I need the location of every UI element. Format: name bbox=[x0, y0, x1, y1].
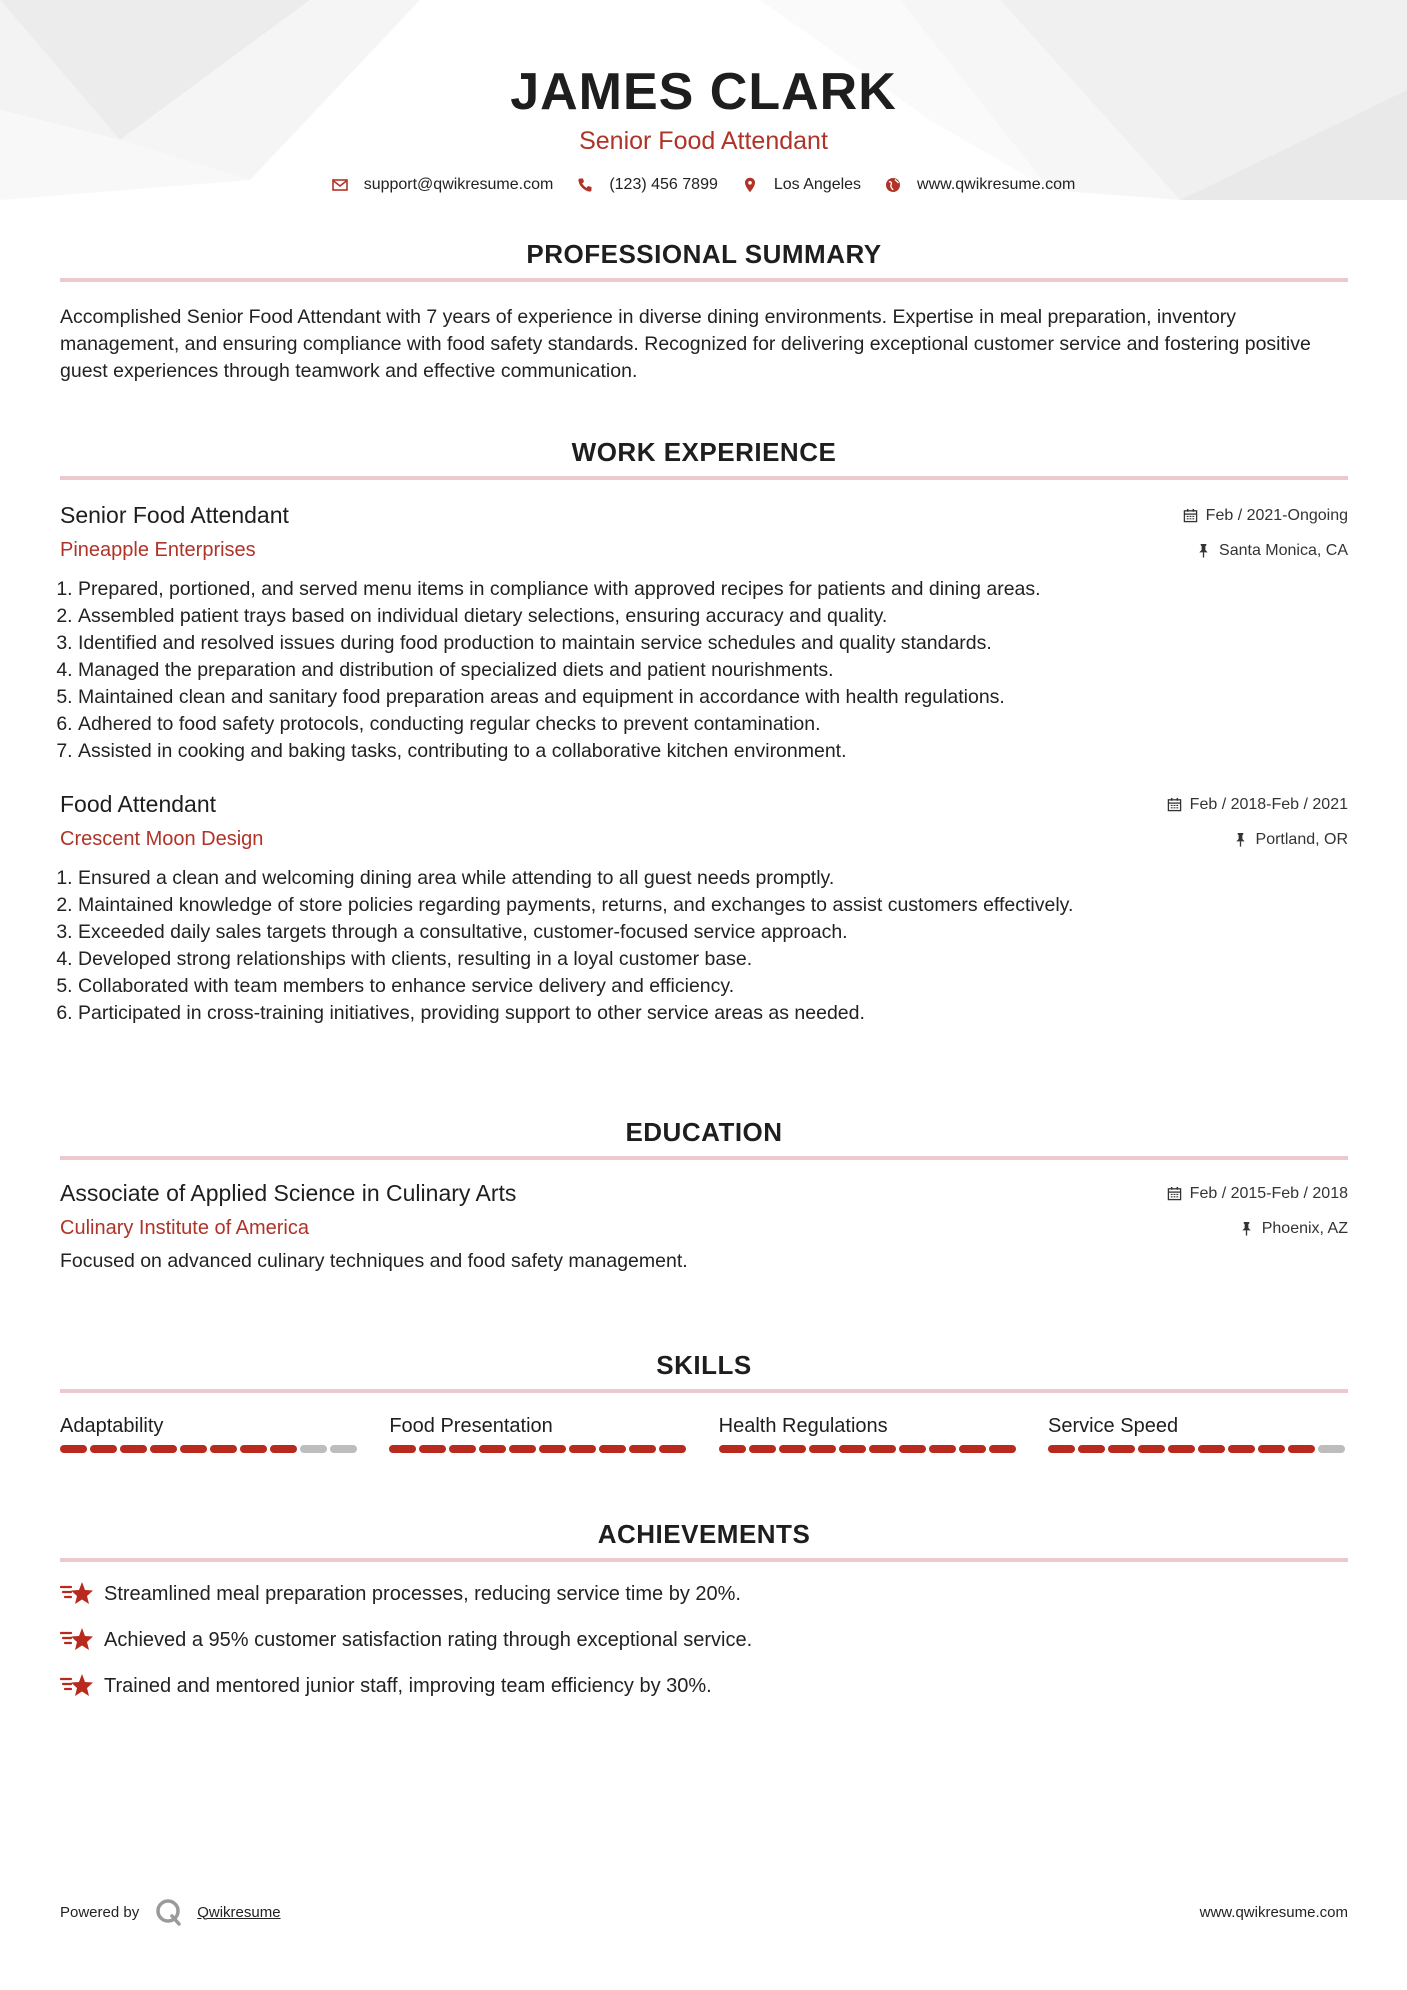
skill-level-segment-filled bbox=[120, 1445, 147, 1453]
skill-level-segment-filled bbox=[749, 1445, 776, 1453]
job-entry bbox=[60, 502, 1348, 765]
skill-item bbox=[389, 1413, 689, 1453]
job-dates-text: Feb / 2018-Feb / 2021 bbox=[1189, 795, 1348, 813]
job-location-text: Portland, OR bbox=[1255, 830, 1348, 848]
job-entry bbox=[60, 791, 1348, 1027]
list-item: 5. Maintained clean and sanitary food preparation areas and equipment in accordance with health regulations. bbox=[78, 684, 1348, 711]
achievements-heading: ACHIEVEMENTS bbox=[597, 1519, 811, 1549]
skill-level-segment-filled bbox=[180, 1445, 207, 1453]
section-divider bbox=[60, 1558, 1348, 1562]
skill-level-segment-filled bbox=[1168, 1445, 1195, 1453]
skill-name: Health Regulations bbox=[718, 1415, 888, 1437]
skill-level-segment-filled bbox=[509, 1445, 536, 1453]
pushpin-icon bbox=[1239, 1221, 1254, 1236]
skill-level-segment-empty bbox=[300, 1445, 327, 1453]
education-entry bbox=[60, 1180, 1348, 1273]
skill-level-segment-filled bbox=[479, 1445, 506, 1453]
list-item: 6. Adhered to food safety protocols, conducting regular checks to prevent contamination. bbox=[78, 711, 1348, 738]
work-experience-heading: WORK EXPERIENCE bbox=[571, 437, 837, 467]
skill-rating bbox=[719, 1445, 1019, 1453]
contact-bar bbox=[0, 176, 1407, 194]
job-responsibilities bbox=[60, 576, 1348, 765]
skill-level-segment-filled bbox=[270, 1445, 297, 1453]
job-responsibilities bbox=[60, 865, 1348, 1027]
achievement-item bbox=[60, 1672, 1348, 1700]
shooting-star-icon bbox=[60, 1580, 94, 1608]
education-heading: EDUCATION bbox=[625, 1117, 783, 1147]
contact-location bbox=[742, 176, 861, 194]
section-summary bbox=[60, 238, 1348, 385]
skill-level-segment-filled bbox=[539, 1445, 566, 1453]
skill-level-segment-filled bbox=[1288, 1445, 1315, 1453]
job-dates-text: Feb / 2021-Ongoing bbox=[1205, 506, 1348, 524]
pushpin-icon bbox=[1233, 832, 1248, 847]
skill-level-segment-filled bbox=[929, 1445, 956, 1453]
skill-level-segment-filled bbox=[599, 1445, 626, 1453]
education-location-text: Phoenix, AZ bbox=[1261, 1219, 1348, 1237]
skill-level-segment-empty bbox=[1318, 1445, 1345, 1453]
calendar-icon bbox=[1167, 1186, 1182, 1201]
skill-level-segment-filled bbox=[779, 1445, 806, 1453]
qwikresume-logo-icon bbox=[155, 1898, 183, 1926]
candidate-name: JAMES CLARK bbox=[510, 63, 897, 121]
skill-level-segment-empty bbox=[330, 1445, 357, 1453]
skill-rating bbox=[1048, 1445, 1348, 1453]
section-divider bbox=[60, 476, 1348, 480]
contact-email[interactable] bbox=[332, 176, 554, 194]
list-item: 6. Participated in cross-training initiatives, providing support to other service areas as needed. bbox=[78, 1000, 1348, 1027]
contact-phone[interactable] bbox=[577, 176, 718, 194]
footer-website[interactable]: www.qwikresume.com bbox=[1199, 1903, 1348, 1921]
job-location-text: Santa Monica, CA bbox=[1219, 541, 1348, 559]
list-item: 4. Managed the preparation and distribution of specialized diets and patient nourishments. bbox=[78, 657, 1348, 684]
skill-rating bbox=[60, 1445, 360, 1453]
summary-text: Accomplished Senior Food Attendant with 7 years of experience in diverse dining environments. Expertise in meal preparation, inventory management, and ensuring compliance with food safety standards. Recognized for delivering exceptional customer service and fostering positive guest experiences through teamwork and effective communication. bbox=[60, 306, 1311, 382]
page-footer bbox=[60, 1898, 1348, 1926]
education-location bbox=[1239, 1220, 1348, 1238]
list-item: 1. Prepared, portioned, and served menu items in compliance with approved recipes for patients and dining areas. bbox=[78, 576, 1348, 603]
skill-level-segment-filled bbox=[1048, 1445, 1075, 1453]
job-location bbox=[1233, 831, 1348, 849]
achievement-item bbox=[60, 1580, 1348, 1608]
skill-level-segment-filled bbox=[719, 1445, 746, 1453]
candidate-title: Senior Food Attendant bbox=[579, 127, 828, 155]
skill-level-segment-filled bbox=[1198, 1445, 1225, 1453]
school-name: Culinary Institute of America bbox=[60, 1217, 309, 1239]
skill-level-segment-filled bbox=[959, 1445, 986, 1453]
list-item: 2. Maintained knowledge of store policies regarding payments, returns, and exchanges to assist customers effectively. bbox=[78, 892, 1348, 919]
skill-level-segment-filled bbox=[809, 1445, 836, 1453]
achievement-item bbox=[60, 1626, 1348, 1654]
achievement-text: Streamlined meal preparation processes, reducing service time by 20%. bbox=[104, 1582, 741, 1605]
job-dates bbox=[1183, 507, 1348, 525]
skill-name: Adaptability bbox=[60, 1415, 164, 1437]
list-item: 5. Collaborated with team members to enhance service delivery and efficiency. bbox=[78, 973, 1348, 1000]
skill-level-segment-filled bbox=[1258, 1445, 1285, 1453]
skills-heading: SKILLS bbox=[656, 1350, 752, 1380]
achievement-text: Trained and mentored junior staff, improving team efficiency by 30%. bbox=[104, 1674, 712, 1697]
skill-level-segment-filled bbox=[659, 1445, 686, 1453]
skill-item bbox=[719, 1413, 1019, 1453]
resume-header bbox=[0, 0, 1407, 194]
envelope-icon bbox=[332, 177, 348, 193]
summary-heading: PROFESSIONAL SUMMARY bbox=[526, 239, 882, 269]
section-work-experience bbox=[60, 436, 1348, 1027]
shooting-star-icon bbox=[60, 1672, 94, 1700]
shooting-star-icon bbox=[60, 1626, 94, 1654]
section-education bbox=[60, 1116, 1348, 1273]
job-dates bbox=[1167, 796, 1348, 814]
company-name: Crescent Moon Design bbox=[60, 828, 264, 850]
skill-level-segment-filled bbox=[1138, 1445, 1165, 1453]
skill-level-segment-filled bbox=[869, 1445, 896, 1453]
skill-level-segment-filled bbox=[60, 1445, 87, 1453]
skill-rating bbox=[389, 1445, 689, 1453]
section-skills bbox=[60, 1349, 1348, 1453]
list-item: 7. Assisted in cooking and baking tasks, contributing to a collaborative kitchen environment. bbox=[78, 738, 1348, 765]
calendar-icon bbox=[1167, 797, 1182, 812]
phone-text: (123) 456 7899 bbox=[609, 176, 718, 193]
skill-level-segment-filled bbox=[449, 1445, 476, 1453]
skill-level-segment-filled bbox=[240, 1445, 267, 1453]
skills-list bbox=[60, 1413, 1348, 1453]
skill-level-segment-filled bbox=[839, 1445, 866, 1453]
skill-level-segment-filled bbox=[90, 1445, 117, 1453]
list-item: 2. Assembled patient trays based on individual dietary selections, ensuring accuracy and quality. bbox=[78, 603, 1348, 630]
website-text: www.qwikresume.com bbox=[917, 176, 1076, 193]
education-description: Focused on advanced culinary techniques and food safety management. bbox=[60, 1250, 688, 1272]
company-name: Pineapple Enterprises bbox=[60, 539, 256, 561]
section-divider bbox=[60, 1156, 1348, 1160]
list-item: 3. Identified and resolved issues during food production to maintain service schedules and quality standards. bbox=[78, 630, 1348, 657]
job-title: Senior Food Attendant bbox=[60, 502, 289, 528]
section-divider bbox=[60, 278, 1348, 282]
location-text: Los Angeles bbox=[773, 176, 862, 193]
pushpin-icon bbox=[1196, 543, 1211, 558]
skill-name: Food Presentation bbox=[389, 1415, 553, 1437]
section-achievements bbox=[60, 1518, 1348, 1700]
skill-level-segment-filled bbox=[569, 1445, 596, 1453]
achievement-text: Achieved a 95% customer satisfaction rating through exceptional service. bbox=[104, 1628, 753, 1651]
degree-title: Associate of Applied Science in Culinary Arts bbox=[60, 1180, 517, 1206]
skill-level-segment-filled bbox=[899, 1445, 926, 1453]
contact-website[interactable] bbox=[885, 176, 1075, 194]
section-divider bbox=[60, 1389, 1348, 1393]
skill-level-segment-filled bbox=[1228, 1445, 1255, 1453]
email-text: support@qwikresume.com bbox=[363, 176, 554, 193]
skill-item bbox=[60, 1413, 360, 1453]
calendar-icon bbox=[1183, 508, 1198, 523]
skill-level-segment-filled bbox=[150, 1445, 177, 1453]
list-item: 1. Ensured a clean and welcoming dining area while attending to all guest needs promptly. bbox=[78, 865, 1348, 892]
job-location bbox=[1196, 542, 1348, 560]
skill-level-segment-filled bbox=[1078, 1445, 1105, 1453]
qwikresume-link[interactable]: Qwikresume bbox=[197, 1903, 281, 1921]
list-item: 4. Developed strong relationships with clients, resulting in a loyal customer base. bbox=[78, 946, 1348, 973]
map-pin-icon bbox=[742, 177, 758, 193]
globe-icon bbox=[885, 177, 901, 193]
skill-level-segment-filled bbox=[389, 1445, 416, 1453]
skill-name: Service Speed bbox=[1047, 1415, 1179, 1437]
skill-level-segment-filled bbox=[989, 1445, 1016, 1453]
skill-level-segment-filled bbox=[629, 1445, 656, 1453]
list-item: 3. Exceeded daily sales targets through a consultative, customer-focused service approach. bbox=[78, 919, 1348, 946]
skill-level-segment-filled bbox=[210, 1445, 237, 1453]
education-dates bbox=[1167, 1185, 1348, 1203]
skill-level-segment-filled bbox=[1108, 1445, 1135, 1453]
powered-by bbox=[60, 1898, 281, 1926]
phone-icon bbox=[577, 177, 593, 193]
skill-level-segment-filled bbox=[419, 1445, 446, 1453]
education-dates-text: Feb / 2015-Feb / 2018 bbox=[1189, 1184, 1348, 1202]
job-title: Food Attendant bbox=[60, 791, 217, 817]
skill-item bbox=[1048, 1413, 1348, 1453]
powered-by-label: Powered by bbox=[60, 1903, 140, 1921]
